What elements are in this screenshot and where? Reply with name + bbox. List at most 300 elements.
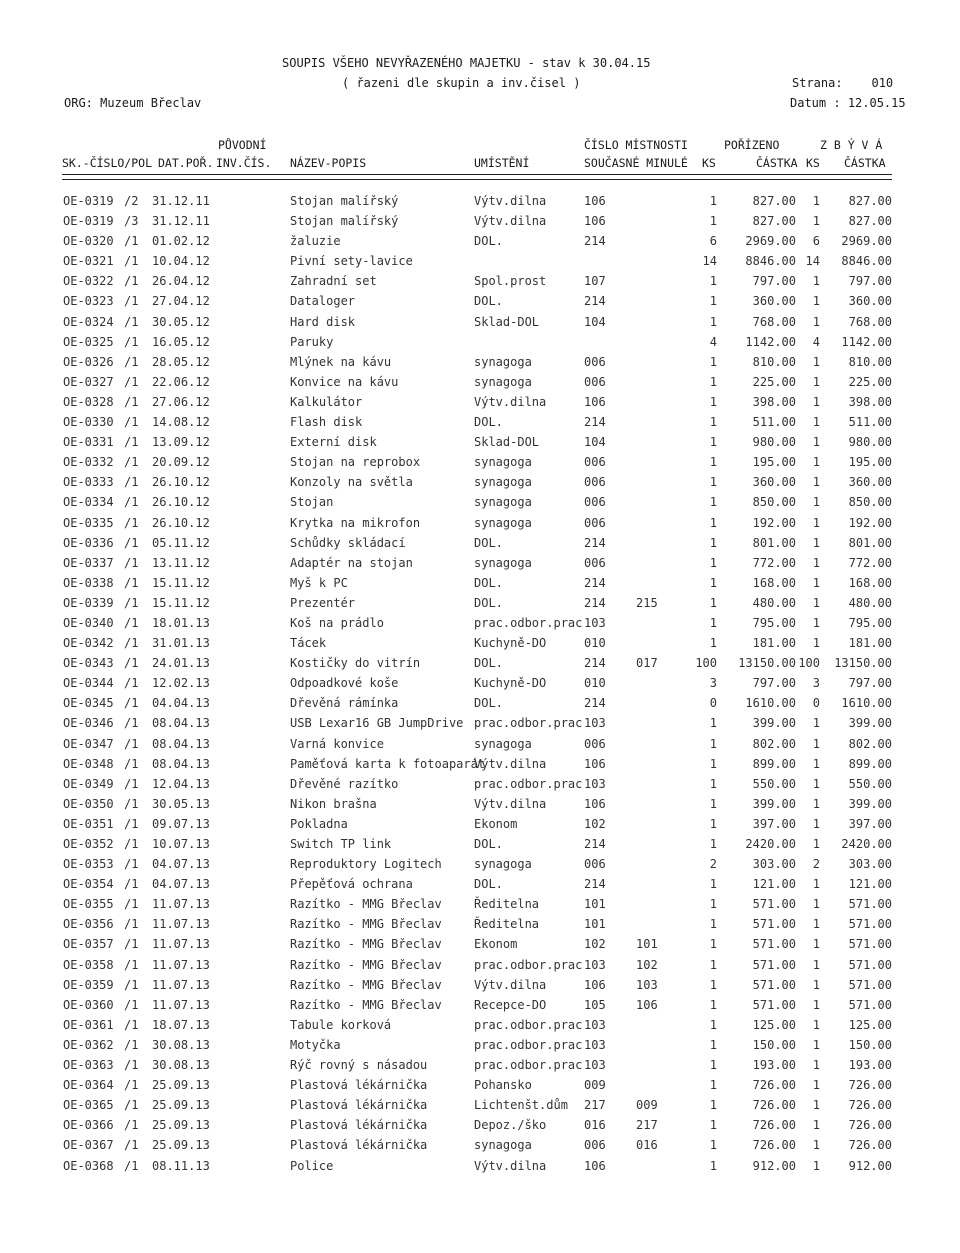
item-name: Pokladna: [290, 816, 348, 831]
acquisition-date: 08.11.13: [152, 1158, 210, 1173]
item-position: /1: [124, 515, 139, 530]
qty-remaining: 1: [812, 1158, 820, 1173]
item-name: Plastová lékárnička: [290, 1078, 428, 1093]
item-number: OE-0319: [63, 214, 114, 229]
room-previous: 016: [636, 1138, 658, 1153]
amount-acquired: 571.00: [752, 957, 796, 972]
acquisition-date: 25.09.13: [152, 1098, 210, 1113]
location: DOL.: [474, 696, 503, 711]
amount-acquired: 797.00: [752, 274, 796, 289]
item-name: Odpoadkové koše: [290, 676, 399, 691]
room-current: 104: [584, 314, 606, 329]
amount-remaining: 850.00: [848, 495, 892, 510]
qty-acquired: 1: [709, 957, 717, 972]
location: synagoga: [474, 555, 532, 570]
amount-acquired: 726.00: [752, 1078, 796, 1093]
room-previous: 106: [636, 997, 658, 1012]
amount-remaining: 772.00: [848, 555, 892, 570]
amount-remaining: 726.00: [848, 1098, 892, 1113]
page-value: 010: [871, 76, 894, 90]
qty-remaining: 4: [812, 334, 820, 349]
room-previous: 215: [636, 595, 658, 610]
table-row: [0, 415, 960, 435]
item-position: /1: [124, 696, 139, 711]
room-current: 103: [584, 776, 606, 791]
room-current: 214: [584, 595, 606, 610]
qty-acquired: 1: [709, 214, 717, 229]
amount-remaining: 726.00: [848, 1138, 892, 1153]
item-position: /1: [124, 1138, 139, 1153]
item-number: OE-0359: [63, 977, 114, 992]
item-name: Switch TP link: [290, 837, 392, 851]
room-previous: 217: [636, 1118, 658, 1133]
item-number: OE-0322: [63, 274, 114, 289]
item-name: Razítko - MMG Břeclav: [290, 997, 442, 1012]
item-number: OE-0352: [63, 837, 114, 851]
acquisition-date: 20.09.12: [152, 455, 210, 470]
header-separator: [62, 174, 892, 180]
qty-remaining: 1: [812, 595, 820, 610]
table-row: [0, 1138, 960, 1158]
item-name: USB Lexar16 GB JumpDrive: [290, 716, 464, 731]
qty-remaining: 1: [812, 756, 820, 771]
acquisition-date: 26.04.12: [152, 274, 210, 289]
amount-acquired: 8846.00: [745, 254, 796, 269]
item-number: OE-0361: [63, 1017, 114, 1032]
location: Ředitelna: [474, 897, 540, 912]
acquisition-date: 10.07.13: [152, 837, 210, 851]
qty-acquired: 1: [709, 535, 717, 550]
amount-acquired: 399.00: [752, 716, 796, 731]
acquisition-date: 22.06.12: [152, 374, 210, 389]
item-position: /1: [124, 937, 139, 952]
item-number: OE-0319: [63, 194, 114, 208]
item-number: OE-0332: [63, 455, 114, 470]
item-position: /1: [124, 957, 139, 972]
item-name: Schůdky skládací: [290, 535, 406, 550]
room-current: 006: [584, 455, 606, 470]
qty-remaining: 1: [812, 354, 820, 369]
amount-acquired: 125.00: [752, 1017, 796, 1032]
acquisition-date: 15.11.12: [152, 575, 210, 590]
item-name: Paruky: [290, 334, 334, 349]
amount-remaining: 2969.00: [841, 234, 892, 249]
qty-acquired: 1: [709, 1017, 717, 1032]
room-current: 214: [584, 535, 606, 550]
amount-acquired: 150.00: [752, 1037, 796, 1052]
amount-acquired: 2420.00: [745, 837, 796, 851]
amount-remaining: 810.00: [848, 354, 892, 369]
qty-remaining: 1: [812, 314, 820, 329]
location: synagoga: [474, 495, 532, 510]
location: DOL.: [474, 294, 503, 309]
amount-acquired: 399.00: [752, 796, 796, 811]
qty-remaining: 1: [812, 1078, 820, 1093]
qty-remaining: 0: [812, 696, 820, 711]
qty-remaining: 1: [812, 736, 820, 751]
item-number: OE-0354: [63, 877, 114, 892]
qty-acquired: 1: [709, 716, 717, 731]
acquisition-date: 30.08.13: [152, 1058, 210, 1073]
location: synagoga: [474, 857, 532, 872]
item-name: Reproduktory Logitech: [290, 857, 442, 872]
item-position: /1: [124, 334, 139, 349]
header-ks-zbyva: KS: [806, 156, 820, 170]
header-castka-porizeno: ČÁSTKA: [756, 156, 798, 170]
item-number: OE-0364: [63, 1078, 114, 1093]
location: Výtv.dilna: [474, 194, 547, 208]
item-number: OE-0367: [63, 1138, 114, 1153]
table-row: [0, 797, 960, 817]
location: Spol.prost: [474, 274, 547, 289]
location: Recepce-DO: [474, 997, 547, 1012]
qty-remaining: 1: [812, 1058, 820, 1073]
amount-remaining: 802.00: [848, 736, 892, 751]
room-current: 214: [584, 877, 606, 892]
acquisition-date: 14.08.12: [152, 415, 210, 430]
amount-acquired: 726.00: [752, 1118, 796, 1133]
item-position: /1: [124, 997, 139, 1012]
qty-remaining: 3: [812, 676, 820, 691]
item-name: Dřevěné razítko: [290, 776, 399, 791]
table-row: [0, 234, 960, 254]
qty-acquired: 0: [709, 696, 717, 711]
amount-acquired: 480.00: [752, 595, 796, 610]
item-position: /1: [124, 837, 139, 851]
qty-remaining: 1: [812, 636, 820, 651]
header-cislo-mistnosti: ČÍSLO MÍSTNOSTI: [584, 138, 688, 152]
location: prac.odbor.prac: [474, 957, 583, 972]
item-name: Plastová lékárnička: [290, 1098, 428, 1113]
amount-acquired: 850.00: [752, 495, 796, 510]
qty-remaining: 2: [812, 857, 820, 872]
qty-remaining: 1: [812, 897, 820, 912]
table-row: [0, 737, 960, 757]
table-row: [0, 375, 960, 395]
qty-acquired: 1: [709, 997, 717, 1012]
room-current: 101: [584, 917, 606, 932]
table-row: [0, 998, 960, 1018]
item-name: Razítko - MMG Břeclav: [290, 897, 442, 912]
amount-remaining: 827.00: [848, 194, 892, 208]
amount-remaining: 801.00: [848, 535, 892, 550]
qty-remaining: 1: [812, 495, 820, 510]
item-name: Plastová lékárnička: [290, 1118, 428, 1133]
qty-remaining: 1: [812, 214, 820, 229]
location: Kuchyně-DO: [474, 676, 547, 691]
table-row: [0, 395, 960, 415]
item-position: /1: [124, 374, 139, 389]
item-name: Adaptér na stojan: [290, 555, 413, 570]
table-row: [0, 1018, 960, 1038]
item-number: OE-0366: [63, 1118, 114, 1133]
qty-acquired: 1: [709, 435, 717, 450]
qty-remaining: 1: [812, 1138, 820, 1153]
acquisition-date: 11.07.13: [152, 977, 210, 992]
item-position: /1: [124, 736, 139, 751]
acquisition-date: 16.05.12: [152, 334, 210, 349]
location: DOL.: [474, 535, 503, 550]
item-position: /1: [124, 455, 139, 470]
item-position: /1: [124, 1118, 139, 1133]
item-number: OE-0368: [63, 1158, 114, 1173]
item-position: /1: [124, 716, 139, 731]
qty-acquired: 1: [709, 415, 717, 430]
header-puvodni: PŮVODNÍ: [218, 138, 267, 152]
qty-acquired: 100: [695, 656, 717, 671]
item-name: Paměťová karta k fotoaparát: [290, 756, 486, 771]
room-current: 102: [584, 816, 606, 831]
qty-acquired: 1: [709, 314, 717, 329]
room-current: 103: [584, 957, 606, 972]
item-position: /1: [124, 1037, 139, 1052]
qty-acquired: 4: [709, 334, 717, 349]
item-position: /1: [124, 394, 139, 409]
amount-acquired: 899.00: [752, 756, 796, 771]
amount-remaining: 225.00: [848, 374, 892, 389]
amount-remaining: 827.00: [848, 214, 892, 229]
item-position: /1: [124, 1078, 139, 1093]
item-number: OE-0346: [63, 716, 114, 731]
qty-acquired: 6: [709, 234, 717, 249]
header-soucasne-minule: SOUČASNÉ MINULÉ: [584, 156, 688, 170]
item-name: Flash disk: [290, 415, 363, 430]
header-ks-porizeno: KS: [702, 156, 716, 170]
item-number: OE-0325: [63, 334, 114, 349]
acquisition-date: 04.07.13: [152, 877, 210, 892]
room-previous: 101: [636, 937, 658, 952]
item-name: Myš k PC: [290, 575, 348, 590]
table-row: [0, 817, 960, 837]
qty-remaining: 1: [812, 194, 820, 208]
room-current: 214: [584, 234, 606, 249]
item-position: /1: [124, 756, 139, 771]
location: Výtv.dilna: [474, 1158, 547, 1173]
amount-remaining: 2420.00: [841, 837, 892, 851]
item-name: Pivní sety-lavice: [290, 254, 413, 269]
room-current: 006: [584, 495, 606, 510]
acquisition-date: 25.09.13: [152, 1138, 210, 1153]
amount-remaining: 125.00: [848, 1017, 892, 1032]
acquisition-date: 11.07.13: [152, 937, 210, 952]
room-current: 106: [584, 796, 606, 811]
item-name: Konvice na kávu: [290, 374, 399, 389]
item-name: Externí disk: [290, 435, 377, 450]
item-number: OE-0333: [63, 475, 114, 490]
location: prac.odbor.prac: [474, 1017, 583, 1032]
amount-acquired: 360.00: [752, 294, 796, 309]
table-row: [0, 335, 960, 355]
qty-acquired: 1: [709, 455, 717, 470]
location: prac.odbor.prac: [474, 776, 583, 791]
page-label: Strana:: [792, 76, 843, 90]
item-position: /1: [124, 254, 139, 269]
item-position: /1: [124, 1158, 139, 1173]
qty-acquired: 1: [709, 354, 717, 369]
qty-acquired: 2: [709, 857, 717, 872]
room-previous: 102: [636, 957, 658, 972]
amount-acquired: 13150.00: [738, 656, 796, 671]
location: Ředitelna: [474, 917, 540, 932]
qty-acquired: 1: [709, 274, 717, 289]
acquisition-date: 28.05.12: [152, 354, 210, 369]
header-porizeno: POŘÍZENO: [724, 138, 780, 152]
item-position: /1: [124, 656, 139, 671]
acquisition-date: 08.04.13: [152, 716, 210, 731]
amount-acquired: 726.00: [752, 1138, 796, 1153]
item-name: Prezentér: [290, 595, 356, 610]
room-current: 106: [584, 756, 606, 771]
item-name: Přepěťová ochrana: [290, 877, 413, 892]
qty-remaining: 1: [812, 515, 820, 530]
table-row: [0, 274, 960, 294]
table-row: [0, 194, 960, 214]
location: DOL.: [474, 415, 503, 430]
room-current: 009: [584, 1078, 606, 1093]
location: DOL.: [474, 575, 503, 590]
table-row: [0, 556, 960, 576]
acquisition-date: 05.11.12: [152, 535, 210, 550]
table-row: [0, 536, 960, 556]
qty-remaining: 1: [812, 435, 820, 450]
item-number: OE-0353: [63, 857, 114, 872]
item-number: OE-0326: [63, 354, 114, 369]
qty-acquired: 1: [709, 1118, 717, 1133]
acquisition-date: 18.07.13: [152, 1017, 210, 1032]
item-position: /1: [124, 415, 139, 430]
item-number: OE-0320: [63, 234, 114, 249]
item-position: /1: [124, 877, 139, 892]
item-number: OE-0365: [63, 1098, 114, 1113]
item-position: /1: [124, 435, 139, 450]
location: DOL.: [474, 595, 503, 610]
item-name: Razítko - MMG Břeclav: [290, 977, 442, 992]
qty-remaining: 100: [798, 656, 820, 671]
qty-acquired: 1: [709, 636, 717, 651]
qty-acquired: 1: [709, 1158, 717, 1173]
acquisition-date: 11.07.13: [152, 957, 210, 972]
qty-remaining: 1: [812, 776, 820, 791]
location: Lichtenšt.dům: [474, 1098, 568, 1113]
item-name: Stojan malířský: [290, 214, 399, 229]
item-name: Police: [290, 1158, 334, 1173]
qty-acquired: 1: [709, 897, 717, 912]
item-number: OE-0321: [63, 254, 114, 269]
location: prac.odbor.prac: [474, 1037, 583, 1052]
table-row: [0, 214, 960, 234]
item-number: OE-0355: [63, 897, 114, 912]
amount-acquired: 511.00: [752, 415, 796, 430]
amount-remaining: 571.00: [848, 937, 892, 952]
room-current: 106: [584, 977, 606, 992]
item-number: OE-0344: [63, 676, 114, 691]
amount-acquired: 726.00: [752, 1098, 796, 1113]
room-previous: 017: [636, 656, 658, 671]
amount-acquired: 2969.00: [745, 234, 796, 249]
amount-acquired: 398.00: [752, 394, 796, 409]
room-current: 010: [584, 636, 606, 651]
item-name: Rýč rovný s násadou: [290, 1058, 428, 1073]
table-row: [0, 516, 960, 536]
amount-acquired: 571.00: [752, 917, 796, 932]
qty-remaining: 1: [812, 1098, 820, 1113]
table-row: [0, 877, 960, 897]
item-number: OE-0357: [63, 937, 114, 952]
item-number: OE-0335: [63, 515, 114, 530]
amount-remaining: 511.00: [848, 415, 892, 430]
qty-acquired: 1: [709, 1058, 717, 1073]
qty-acquired: 1: [709, 475, 717, 490]
table-row: [0, 837, 960, 857]
item-number: OE-0338: [63, 575, 114, 590]
amount-acquired: 1610.00: [745, 696, 796, 711]
qty-acquired: 1: [709, 776, 717, 791]
acquisition-date: 27.06.12: [152, 394, 210, 409]
acquisition-date: 27.04.12: [152, 294, 210, 309]
qty-acquired: 1: [709, 877, 717, 892]
acquisition-date: 10.04.12: [152, 254, 210, 269]
amount-remaining: 797.00: [848, 676, 892, 691]
header-umisteni: UMÍSTĚNÍ: [474, 156, 530, 170]
amount-remaining: 397.00: [848, 816, 892, 831]
qty-acquired: 1: [709, 394, 717, 409]
table-row: [0, 937, 960, 957]
item-number: OE-0339: [63, 595, 114, 610]
location: Depoz./ško: [474, 1118, 547, 1133]
table-row: [0, 696, 960, 716]
room-current: 214: [584, 294, 606, 309]
item-name: Stojan malířský: [290, 194, 399, 208]
table-row: [0, 616, 960, 636]
room-current: 103: [584, 1017, 606, 1032]
item-name: Kostičky do vitrín: [290, 656, 421, 671]
amount-acquired: 827.00: [752, 214, 796, 229]
location: Výtv.dilna: [474, 394, 547, 409]
location: prac.odbor.prac: [474, 716, 583, 731]
item-position: /1: [124, 595, 139, 610]
item-number: OE-0342: [63, 636, 114, 651]
location: synagoga: [474, 515, 532, 530]
amount-remaining: 360.00: [848, 294, 892, 309]
item-name: Razítko - MMG Břeclav: [290, 957, 442, 972]
table-row: [0, 294, 960, 314]
location: Kuchyně-DO: [474, 636, 547, 651]
location: synagoga: [474, 475, 532, 490]
item-number: OE-0358: [63, 957, 114, 972]
table-row: [0, 495, 960, 515]
amount-acquired: 397.00: [752, 816, 796, 831]
item-position: /1: [124, 354, 139, 369]
room-current: 016: [584, 1118, 606, 1133]
qty-acquired: 1: [709, 1098, 717, 1113]
item-position: /1: [124, 857, 139, 872]
room-current: 103: [584, 716, 606, 731]
item-position: /2: [124, 194, 139, 208]
report-subtitle: ( řazeni dle skupin a inv.čisel ): [342, 76, 581, 90]
item-number: OE-0350: [63, 796, 114, 811]
room-current: 107: [584, 274, 606, 289]
location: prac.odbor.prac: [474, 615, 583, 630]
table-row: [0, 1159, 960, 1179]
qty-acquired: 1: [709, 194, 717, 208]
amount-remaining: 1610.00: [841, 696, 892, 711]
room-current: 214: [584, 415, 606, 430]
item-number: OE-0323: [63, 294, 114, 309]
amount-remaining: 398.00: [848, 394, 892, 409]
acquisition-date: 15.11.12: [152, 595, 210, 610]
organization: ORG: Muzeum Břeclav: [64, 96, 202, 110]
amount-acquired: 192.00: [752, 515, 796, 530]
